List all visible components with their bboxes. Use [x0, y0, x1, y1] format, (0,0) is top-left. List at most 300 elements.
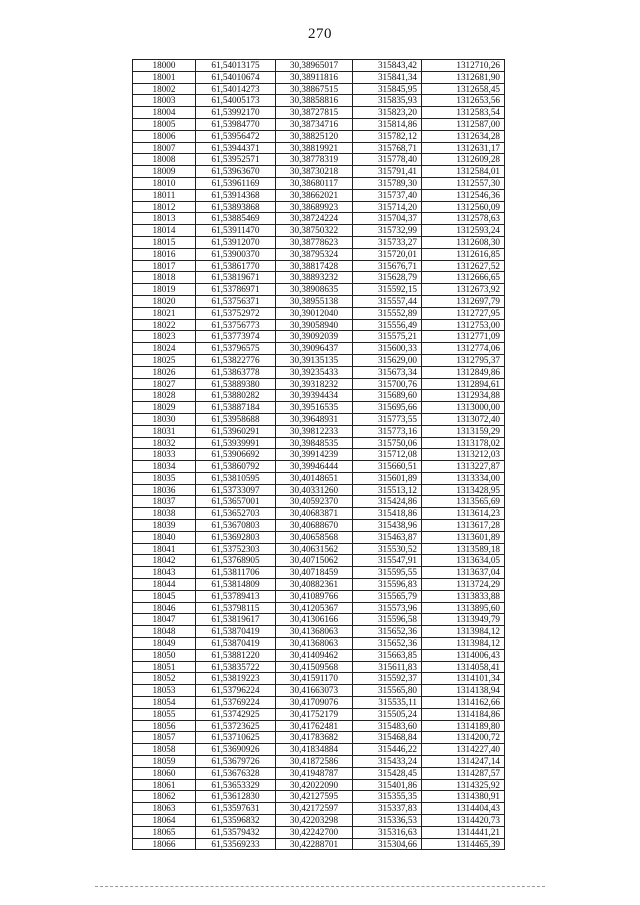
table-row [133, 378, 505, 390]
coordinates-table [132, 59, 505, 850]
longitude-cell: 30,41205367 [276, 602, 353, 614]
table-row [133, 815, 505, 827]
x-coordinate-cell: 315596,58 [353, 614, 422, 626]
table-row [133, 107, 505, 119]
table-row [133, 225, 505, 237]
y-coordinate-cell: 1312546,36 [422, 189, 505, 201]
point-number-cell: 18009 [133, 166, 196, 178]
y-coordinate-cell: 1313227,87 [422, 461, 505, 473]
longitude-cell: 30,38689923 [276, 201, 353, 213]
point-number-cell: 18019 [133, 284, 196, 296]
y-coordinate-cell: 1313212,03 [422, 449, 505, 461]
longitude-cell: 30,38662021 [276, 189, 353, 201]
x-coordinate-cell: 315418,86 [353, 508, 422, 520]
latitude-cell: 61,53992170 [196, 107, 276, 119]
longitude-cell: 30,38778319 [276, 154, 353, 166]
table-row [133, 95, 505, 107]
point-number-cell: 18039 [133, 520, 196, 532]
point-number-cell: 18062 [133, 791, 196, 803]
longitude-cell: 30,42022090 [276, 779, 353, 791]
longitude-cell: 30,40658568 [276, 531, 353, 543]
table-row [133, 496, 505, 508]
y-coordinate-cell: 1312753,00 [422, 319, 505, 331]
x-coordinate-cell: 315737,40 [353, 189, 422, 201]
longitude-cell: 30,40148651 [276, 472, 353, 484]
x-coordinate-cell: 315530,52 [353, 543, 422, 555]
table-row [133, 661, 505, 673]
x-coordinate-cell: 315575,21 [353, 331, 422, 343]
table-row [133, 531, 505, 543]
table-row [133, 590, 505, 602]
longitude-cell: 30,39318232 [276, 378, 353, 390]
longitude-cell: 30,42172597 [276, 803, 353, 815]
latitude-cell: 61,53657001 [196, 496, 276, 508]
latitude-cell: 61,53960291 [196, 425, 276, 437]
x-coordinate-cell: 315700,76 [353, 378, 422, 390]
y-coordinate-cell: 1313334,00 [422, 472, 505, 484]
longitude-cell: 30,39914239 [276, 449, 353, 461]
longitude-cell: 30,41948787 [276, 767, 353, 779]
point-number-cell: 18055 [133, 708, 196, 720]
y-coordinate-cell: 1314138,94 [422, 685, 505, 697]
latitude-cell: 61,54014273 [196, 83, 276, 95]
longitude-cell: 30,42288701 [276, 838, 353, 850]
longitude-cell: 30,38908635 [276, 284, 353, 296]
point-number-cell: 18022 [133, 319, 196, 331]
x-coordinate-cell: 315592,15 [353, 284, 422, 296]
x-coordinate-cell: 315316,63 [353, 826, 422, 838]
latitude-cell: 61,53819617 [196, 614, 276, 626]
latitude-cell: 61,53906692 [196, 449, 276, 461]
longitude-cell: 30,38819921 [276, 142, 353, 154]
y-coordinate-cell: 1312631,17 [422, 142, 505, 154]
longitude-cell: 30,39516535 [276, 402, 353, 414]
x-coordinate-cell: 315845,95 [353, 83, 422, 95]
x-coordinate-cell: 315433,24 [353, 756, 422, 768]
point-number-cell: 18066 [133, 838, 196, 850]
y-coordinate-cell: 1312627,52 [422, 260, 505, 272]
table-row [133, 579, 505, 591]
table-row [133, 189, 505, 201]
latitude-cell: 61,53814809 [196, 579, 276, 591]
point-number-cell: 18017 [133, 260, 196, 272]
table-row [133, 390, 505, 402]
latitude-cell: 61,53939991 [196, 437, 276, 449]
latitude-cell: 61,53796575 [196, 343, 276, 355]
longitude-cell: 30,41783682 [276, 732, 353, 744]
point-number-cell: 18061 [133, 779, 196, 791]
point-number-cell: 18045 [133, 590, 196, 602]
table-row [133, 236, 505, 248]
table-row [133, 284, 505, 296]
point-number-cell: 18036 [133, 484, 196, 496]
point-number-cell: 18003 [133, 95, 196, 107]
table-row [133, 756, 505, 768]
x-coordinate-cell: 315663,85 [353, 649, 422, 661]
latitude-cell: 61,53870419 [196, 638, 276, 650]
longitude-cell: 30,39012040 [276, 307, 353, 319]
latitude-cell: 61,53811706 [196, 567, 276, 579]
latitude-cell: 61,53653329 [196, 779, 276, 791]
latitude-cell: 61,53863778 [196, 366, 276, 378]
table-row [133, 295, 505, 307]
latitude-cell: 61,53723625 [196, 720, 276, 732]
longitude-cell: 30,42203298 [276, 815, 353, 827]
y-coordinate-cell: 1314287,57 [422, 767, 505, 779]
latitude-cell: 61,53880282 [196, 390, 276, 402]
table-row [133, 177, 505, 189]
table-row [133, 366, 505, 378]
y-coordinate-cell: 1313159,29 [422, 425, 505, 437]
latitude-cell: 61,53733097 [196, 484, 276, 496]
latitude-cell: 61,53786971 [196, 284, 276, 296]
point-number-cell: 18057 [133, 732, 196, 744]
latitude-cell: 61,53679726 [196, 756, 276, 768]
point-number-cell: 18053 [133, 685, 196, 697]
y-coordinate-cell: 1313178,02 [422, 437, 505, 449]
point-number-cell: 18023 [133, 331, 196, 343]
longitude-cell: 30,41872586 [276, 756, 353, 768]
table-row [133, 508, 505, 520]
table-row [133, 708, 505, 720]
x-coordinate-cell: 315438,96 [353, 520, 422, 532]
latitude-cell: 61,53596832 [196, 815, 276, 827]
table-row [133, 319, 505, 331]
table-row [133, 331, 505, 343]
y-coordinate-cell: 1312587,00 [422, 118, 505, 130]
longitude-cell: 30,38893232 [276, 272, 353, 284]
x-coordinate-cell: 315712,08 [353, 449, 422, 461]
latitude-cell: 61,53887184 [196, 402, 276, 414]
longitude-cell: 30,40631562 [276, 543, 353, 555]
point-number-cell: 18001 [133, 71, 196, 83]
point-number-cell: 18006 [133, 130, 196, 142]
point-number-cell: 18054 [133, 697, 196, 709]
table-row [133, 697, 505, 709]
x-coordinate-cell: 315337,83 [353, 803, 422, 815]
x-coordinate-cell: 315782,12 [353, 130, 422, 142]
y-coordinate-cell: 1312658,45 [422, 83, 505, 95]
table-row [133, 307, 505, 319]
table-row [133, 83, 505, 95]
latitude-cell: 61,53769224 [196, 697, 276, 709]
y-coordinate-cell: 1314325,92 [422, 779, 505, 791]
table-row [133, 602, 505, 614]
point-number-cell: 18031 [133, 425, 196, 437]
y-coordinate-cell: 1313601,89 [422, 531, 505, 543]
point-number-cell: 18015 [133, 236, 196, 248]
table-row [133, 425, 505, 437]
latitude-cell: 61,53889380 [196, 378, 276, 390]
y-coordinate-cell: 1313000,00 [422, 402, 505, 414]
point-number-cell: 18063 [133, 803, 196, 815]
y-coordinate-cell: 1313833,88 [422, 590, 505, 602]
latitude-cell: 61,53569233 [196, 838, 276, 850]
y-coordinate-cell: 1314184,86 [422, 708, 505, 720]
latitude-cell: 61,53752972 [196, 307, 276, 319]
y-coordinate-cell: 1314227,40 [422, 744, 505, 756]
point-number-cell: 18047 [133, 614, 196, 626]
bottom-rule [95, 886, 545, 887]
table-row [133, 614, 505, 626]
table-row [133, 649, 505, 661]
latitude-cell: 61,53742925 [196, 708, 276, 720]
point-number-cell: 18040 [133, 531, 196, 543]
y-coordinate-cell: 1312774,06 [422, 343, 505, 355]
longitude-cell: 30,39946444 [276, 461, 353, 473]
x-coordinate-cell: 315611,83 [353, 661, 422, 673]
x-coordinate-cell: 315552,89 [353, 307, 422, 319]
x-coordinate-cell: 315660,51 [353, 461, 422, 473]
latitude-cell: 61,53952571 [196, 154, 276, 166]
y-coordinate-cell: 1314380,91 [422, 791, 505, 803]
point-number-cell: 18059 [133, 756, 196, 768]
y-coordinate-cell: 1312560,09 [422, 201, 505, 213]
point-number-cell: 18018 [133, 272, 196, 284]
longitude-cell: 30,40592370 [276, 496, 353, 508]
y-coordinate-cell: 1314200,72 [422, 732, 505, 744]
longitude-cell: 30,38734716 [276, 118, 353, 130]
longitude-cell: 30,38680117 [276, 177, 353, 189]
table-row [133, 767, 505, 779]
longitude-cell: 30,41752179 [276, 708, 353, 720]
x-coordinate-cell: 315592,37 [353, 673, 422, 685]
point-number-cell: 18027 [133, 378, 196, 390]
point-number-cell: 18050 [133, 649, 196, 661]
y-coordinate-cell: 1312578,63 [422, 213, 505, 225]
y-coordinate-cell: 1312727,95 [422, 307, 505, 319]
point-number-cell: 18046 [133, 602, 196, 614]
y-coordinate-cell: 1312710,26 [422, 60, 505, 72]
point-number-cell: 18004 [133, 107, 196, 119]
longitude-cell: 30,40715062 [276, 555, 353, 567]
point-number-cell: 18034 [133, 461, 196, 473]
table-row [133, 201, 505, 213]
longitude-cell: 30,41834884 [276, 744, 353, 756]
table-row [133, 413, 505, 425]
latitude-cell: 61,53652703 [196, 508, 276, 520]
latitude-cell: 61,53822776 [196, 354, 276, 366]
point-number-cell: 18002 [133, 83, 196, 95]
latitude-cell: 61,53963670 [196, 166, 276, 178]
longitude-cell: 30,38858816 [276, 95, 353, 107]
point-number-cell: 18021 [133, 307, 196, 319]
point-number-cell: 18035 [133, 472, 196, 484]
latitude-cell: 61,54010674 [196, 71, 276, 83]
x-coordinate-cell: 315841,34 [353, 71, 422, 83]
x-coordinate-cell: 315629,00 [353, 354, 422, 366]
latitude-cell: 61,53752303 [196, 543, 276, 555]
x-coordinate-cell: 315673,34 [353, 366, 422, 378]
point-number-cell: 18048 [133, 626, 196, 638]
point-number-cell: 18013 [133, 213, 196, 225]
longitude-cell: 30,41509568 [276, 661, 353, 673]
x-coordinate-cell: 315791,41 [353, 166, 422, 178]
x-coordinate-cell: 315596,83 [353, 579, 422, 591]
latitude-cell: 61,53912070 [196, 236, 276, 248]
table-row [133, 71, 505, 83]
table-row [133, 461, 505, 473]
y-coordinate-cell: 1312894,61 [422, 378, 505, 390]
longitude-cell: 30,39812233 [276, 425, 353, 437]
longitude-cell: 30,38825120 [276, 130, 353, 142]
latitude-cell: 61,53958688 [196, 413, 276, 425]
table-row [133, 118, 505, 130]
longitude-cell: 30,38724224 [276, 213, 353, 225]
table-row [133, 166, 505, 178]
x-coordinate-cell: 315424,86 [353, 496, 422, 508]
y-coordinate-cell: 1312634,28 [422, 130, 505, 142]
longitude-cell: 30,41368063 [276, 626, 353, 638]
longitude-cell: 30,39092039 [276, 331, 353, 343]
latitude-cell: 61,53768905 [196, 555, 276, 567]
table-row [133, 732, 505, 744]
point-number-cell: 18037 [133, 496, 196, 508]
y-coordinate-cell: 1312673,92 [422, 284, 505, 296]
x-coordinate-cell: 315446,22 [353, 744, 422, 756]
longitude-cell: 30,41089766 [276, 590, 353, 602]
longitude-cell: 30,41762481 [276, 720, 353, 732]
x-coordinate-cell: 315652,36 [353, 626, 422, 638]
x-coordinate-cell: 315557,44 [353, 295, 422, 307]
longitude-cell: 30,42127595 [276, 791, 353, 803]
point-number-cell: 18043 [133, 567, 196, 579]
latitude-cell: 61,53756371 [196, 295, 276, 307]
y-coordinate-cell: 1313984,12 [422, 626, 505, 638]
table-row [133, 142, 505, 154]
y-coordinate-cell: 1312609,28 [422, 154, 505, 166]
y-coordinate-cell: 1313984,12 [422, 638, 505, 650]
x-coordinate-cell: 315695,66 [353, 402, 422, 414]
table-row [133, 130, 505, 142]
point-number-cell: 18051 [133, 661, 196, 673]
y-coordinate-cell: 1312795,37 [422, 354, 505, 366]
y-coordinate-cell: 1312584,01 [422, 166, 505, 178]
longitude-cell: 30,38911816 [276, 71, 353, 83]
x-coordinate-cell: 315505,24 [353, 708, 422, 720]
y-coordinate-cell: 1313428,95 [422, 484, 505, 496]
y-coordinate-cell: 1313724,29 [422, 579, 505, 591]
x-coordinate-cell: 315428,45 [353, 767, 422, 779]
point-number-cell: 18012 [133, 201, 196, 213]
latitude-cell: 61,53789413 [196, 590, 276, 602]
longitude-cell: 30,41409462 [276, 649, 353, 661]
latitude-cell: 61,53710625 [196, 732, 276, 744]
latitude-cell: 61,53885469 [196, 213, 276, 225]
longitude-cell: 30,40718459 [276, 567, 353, 579]
x-coordinate-cell: 315628,79 [353, 272, 422, 284]
x-coordinate-cell: 315565,79 [353, 590, 422, 602]
point-number-cell: 18005 [133, 118, 196, 130]
latitude-cell: 61,53773974 [196, 331, 276, 343]
table-row [133, 567, 505, 579]
y-coordinate-cell: 1314189,80 [422, 720, 505, 732]
latitude-cell: 61,53796224 [196, 685, 276, 697]
y-coordinate-cell: 1313949,79 [422, 614, 505, 626]
y-coordinate-cell: 1314006,43 [422, 649, 505, 661]
latitude-cell: 61,53612830 [196, 791, 276, 803]
table-row [133, 354, 505, 366]
point-number-cell: 18000 [133, 60, 196, 72]
table-row [133, 248, 505, 260]
x-coordinate-cell: 315732,99 [353, 225, 422, 237]
table-row [133, 685, 505, 697]
x-coordinate-cell: 315304,66 [353, 838, 422, 850]
x-coordinate-cell: 315336,53 [353, 815, 422, 827]
table-row [133, 543, 505, 555]
y-coordinate-cell: 1312697,79 [422, 295, 505, 307]
latitude-cell: 61,53810595 [196, 472, 276, 484]
point-number-cell: 18014 [133, 225, 196, 237]
x-coordinate-cell: 315565,80 [353, 685, 422, 697]
table-row [133, 60, 505, 72]
table-row [133, 343, 505, 355]
table-row [133, 803, 505, 815]
latitude-cell: 61,53579432 [196, 826, 276, 838]
longitude-cell: 30,39058940 [276, 319, 353, 331]
point-number-cell: 18044 [133, 579, 196, 591]
x-coordinate-cell: 315573,96 [353, 602, 422, 614]
x-coordinate-cell: 315823,20 [353, 107, 422, 119]
latitude-cell: 61,53860792 [196, 461, 276, 473]
x-coordinate-cell: 315547,91 [353, 555, 422, 567]
table-row [133, 791, 505, 803]
x-coordinate-cell: 315468,84 [353, 732, 422, 744]
x-coordinate-cell: 315768,71 [353, 142, 422, 154]
x-coordinate-cell: 315513,12 [353, 484, 422, 496]
longitude-cell: 30,41368063 [276, 638, 353, 650]
point-number-cell: 18008 [133, 154, 196, 166]
longitude-cell: 30,41663073 [276, 685, 353, 697]
latitude-cell: 61,53692803 [196, 531, 276, 543]
latitude-cell: 61,53676328 [196, 767, 276, 779]
x-coordinate-cell: 315814,86 [353, 118, 422, 130]
x-coordinate-cell: 315355,35 [353, 791, 422, 803]
latitude-cell: 61,53690926 [196, 744, 276, 756]
y-coordinate-cell: 1314465,39 [422, 838, 505, 850]
y-coordinate-cell: 1312653,56 [422, 95, 505, 107]
table-row [133, 484, 505, 496]
x-coordinate-cell: 315733,27 [353, 236, 422, 248]
y-coordinate-cell: 1312593,24 [422, 225, 505, 237]
y-coordinate-cell: 1312616,85 [422, 248, 505, 260]
table-row [133, 720, 505, 732]
point-number-cell: 18011 [133, 189, 196, 201]
point-number-cell: 18028 [133, 390, 196, 402]
x-coordinate-cell: 315600,33 [353, 343, 422, 355]
x-coordinate-cell: 315720,01 [353, 248, 422, 260]
latitude-cell: 61,53756773 [196, 319, 276, 331]
x-coordinate-cell: 315401,86 [353, 779, 422, 791]
point-number-cell: 18030 [133, 413, 196, 425]
longitude-cell: 30,38817428 [276, 260, 353, 272]
x-coordinate-cell: 315689,60 [353, 390, 422, 402]
page-number: 270 [308, 26, 332, 42]
latitude-cell: 61,53819671 [196, 272, 276, 284]
table-row [133, 626, 505, 638]
longitude-cell: 30,38778623 [276, 236, 353, 248]
point-number-cell: 18032 [133, 437, 196, 449]
latitude-cell: 61,54005173 [196, 95, 276, 107]
latitude-cell: 61,53900370 [196, 248, 276, 260]
point-number-cell: 18026 [133, 366, 196, 378]
latitude-cell: 61,53819223 [196, 673, 276, 685]
longitude-cell: 30,38795324 [276, 248, 353, 260]
point-number-cell: 18024 [133, 343, 196, 355]
latitude-cell: 61,53881220 [196, 649, 276, 661]
y-coordinate-cell: 1313614,23 [422, 508, 505, 520]
point-number-cell: 18038 [133, 508, 196, 520]
